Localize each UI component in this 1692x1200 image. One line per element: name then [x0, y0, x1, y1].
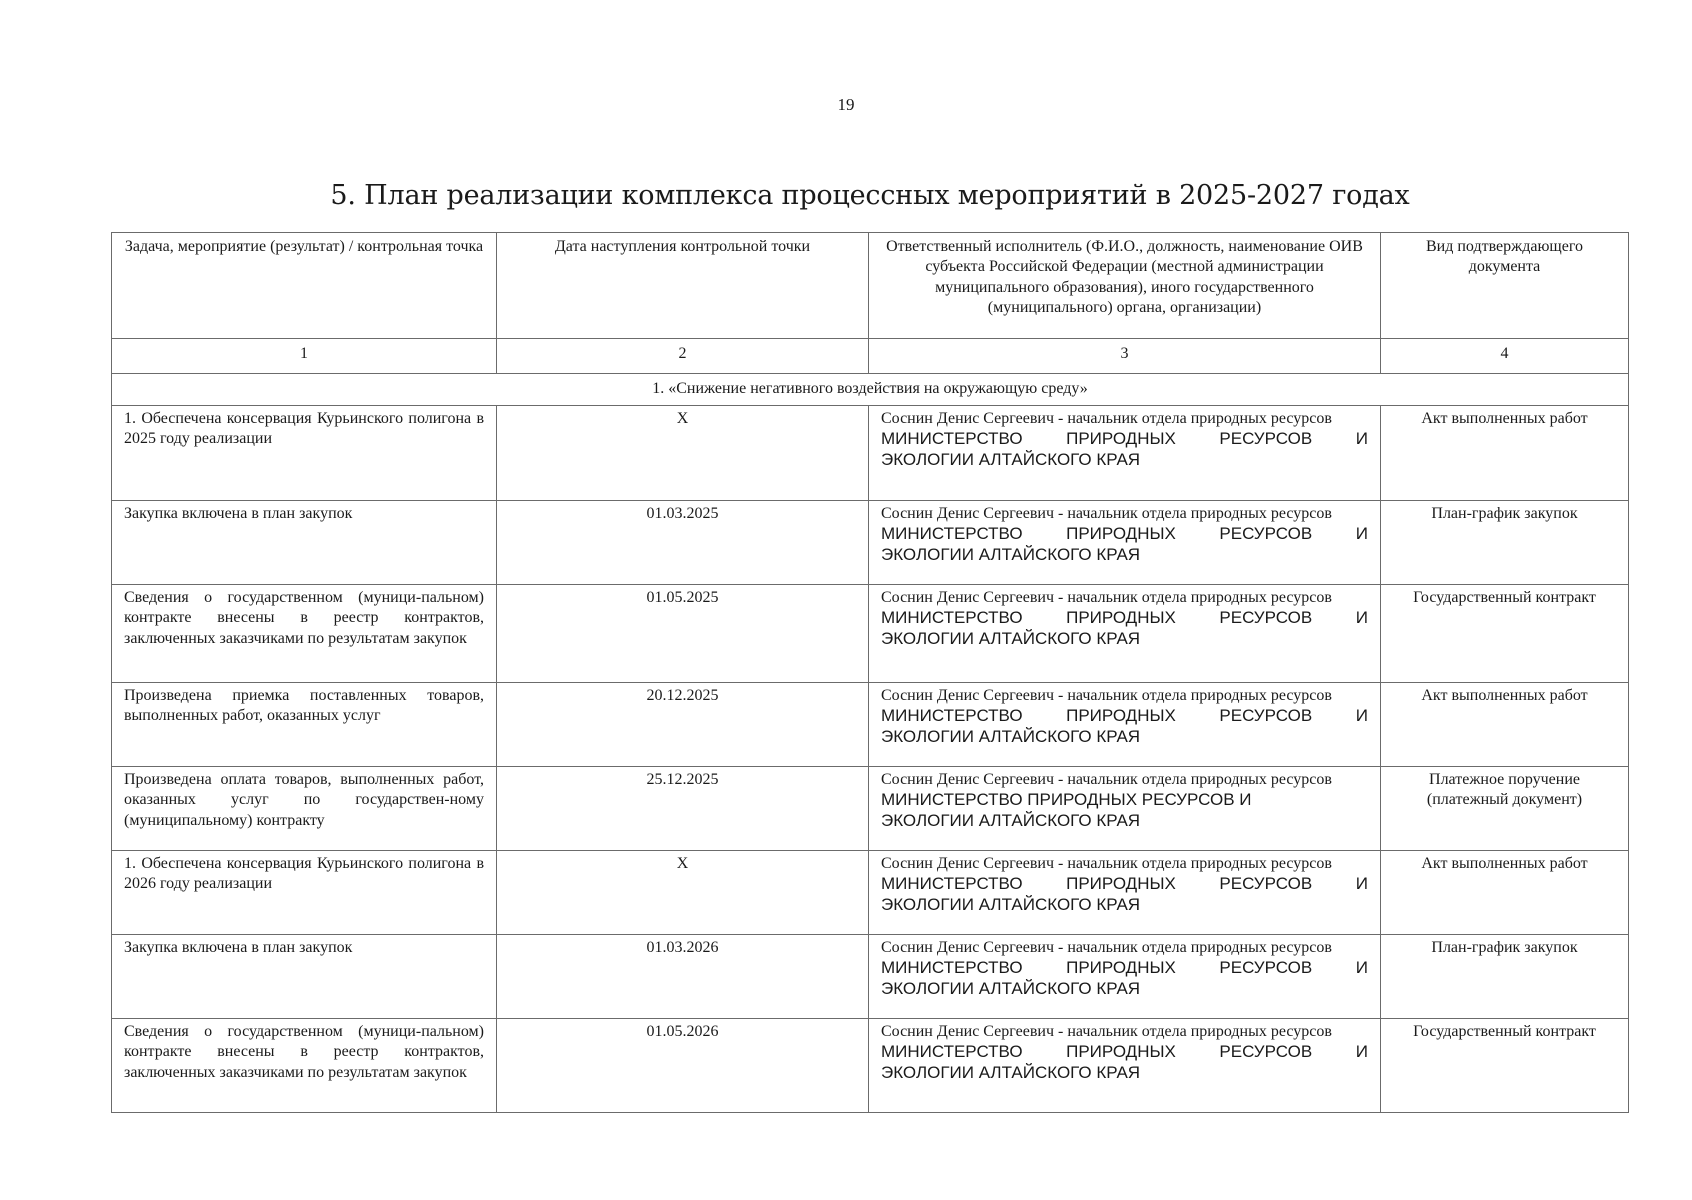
column-number: 4: [1381, 339, 1629, 374]
org-line-1: [881, 608, 1368, 629]
column-number: 2: [497, 339, 869, 374]
org-word: И: [1355, 706, 1368, 726]
executor-org: [881, 1042, 1368, 1083]
document-cell: Акт выполненных работ: [1381, 683, 1629, 767]
table-row: [112, 406, 1629, 501]
task-cell: Закупка включена в план закупок: [112, 935, 497, 1019]
document-cell: План-график закупок: [1381, 935, 1629, 1019]
header-executor: Ответственный исполнитель (Ф.И.О., должность, наименование ОИВ субъекта Российской Федерации (местной администрации муниципального образования), иного государственного (муниципального) органа, организации): [869, 233, 1381, 339]
table-row: [112, 585, 1629, 683]
header-document: Вид подтверждающего документа: [1381, 233, 1629, 339]
executor-person: Соснин Денис Сергеевич - начальник отдела природных ресурсов: [881, 589, 1332, 606]
org-word: МИНИСТЕРСТВО: [881, 958, 1023, 978]
date-cell: 01.05.2026: [497, 1019, 869, 1113]
executor-person: Соснин Денис Сергеевич - начальник отдела природных ресурсов: [881, 505, 1332, 522]
org-line-2: ЭКОЛОГИИ АЛТАЙСКОГО КРАЯ: [881, 979, 1141, 999]
org-line-1: [881, 429, 1368, 450]
executor-person: Соснин Денис Сергеевич - начальник отдела природных ресурсов: [881, 855, 1332, 872]
date-cell: Х: [497, 406, 869, 501]
column-number-row: [112, 339, 1629, 374]
section-row: [112, 374, 1629, 406]
org-word: МИНИСТЕРСТВО: [881, 874, 1023, 894]
org-word: РЕСУРСОВ: [1219, 874, 1313, 894]
header-date: Дата наступления контрольной точки: [497, 233, 869, 339]
org-line-1: [881, 1042, 1368, 1063]
table-header-row: [112, 233, 1629, 339]
table-row: [112, 683, 1629, 767]
executor-org: [881, 958, 1368, 999]
org-word: И: [1355, 1042, 1368, 1062]
executor-cell: [869, 767, 1381, 851]
task-cell: 1. Обеспечена консервация Курьинского полигона в 2026 году реализации: [112, 851, 497, 935]
section-title: 1. «Снижение негативного воздействия на окружающую среду»: [112, 374, 1629, 406]
column-number: 3: [869, 339, 1381, 374]
org-word: И: [1355, 608, 1368, 628]
org-word: ПРИРОДНЫХ: [1066, 706, 1176, 726]
org-word: ПРИРОДНЫХ: [1066, 429, 1176, 449]
page-title: 5. План реализации комплекса процессных мероприятий в 2025-2027 годах: [330, 180, 1410, 211]
executor-person: Соснин Денис Сергеевич - начальник отдела природных ресурсов: [881, 939, 1332, 956]
executor-org: [881, 429, 1368, 470]
executor-cell: [869, 851, 1381, 935]
document-cell: Государственный контракт: [1381, 585, 1629, 683]
org-line-2: ЭКОЛОГИИ АЛТАЙСКОГО КРАЯ: [881, 1063, 1141, 1083]
executor-cell: [869, 935, 1381, 1019]
executor-cell: [869, 585, 1381, 683]
org-line-2: ЭКОЛОГИИ АЛТАЙСКОГО КРАЯ: [881, 450, 1141, 470]
org-line-2: ЭКОЛОГИИ АЛТАЙСКОГО КРАЯ: [881, 895, 1141, 915]
org-word: ПРИРОДНЫХ: [1066, 524, 1176, 544]
task-cell: Произведена приемка поставленных товаров, выполненных работ, оказанных услуг: [112, 683, 497, 767]
org-word: РЕСУРСОВ: [1219, 524, 1313, 544]
task-cell: Произведена оплата товаров, выполненных работ, оказанных услуг по государствен-ному (муниципальному) контракту: [112, 767, 497, 851]
org-word: МИНИСТЕРСТВО: [881, 1042, 1023, 1062]
executor-person: Соснин Денис Сергеевич - начальник отдела природных ресурсов: [881, 771, 1332, 788]
executor-cell: [869, 683, 1381, 767]
org-line-2: ЭКОЛОГИИ АЛТАЙСКОГО КРАЯ: [881, 545, 1141, 565]
date-cell: 20.12.2025: [497, 683, 869, 767]
org-word: МИНИСТЕРСТВО: [881, 524, 1023, 544]
org-line-2: ЭКОЛОГИИ АЛТАЙСКОГО КРАЯ: [881, 811, 1141, 831]
task-cell: Сведения о государственном (муници-пальном) контракте внесены в реестр контрактов, заключенных заказчиками по результатам закупок: [112, 1019, 497, 1113]
table-row: [112, 767, 1629, 851]
executor-org: [881, 608, 1368, 649]
executor-org: [881, 874, 1368, 915]
org-word: РЕСУРСОВ: [1219, 1042, 1313, 1062]
task-cell: 1. Обеспечена консервация Курьинского полигона в 2025 году реализации: [112, 406, 497, 501]
column-number: 1: [112, 339, 497, 374]
document-cell: Государственный контракт: [1381, 1019, 1629, 1113]
org-word: И: [1355, 874, 1368, 894]
document-cell: Акт выполненных работ: [1381, 851, 1629, 935]
org-word: МИНИСТЕРСТВО: [881, 429, 1023, 449]
executor-cell: [869, 1019, 1381, 1113]
executor-org: [881, 524, 1368, 565]
org-word: И: [1355, 958, 1368, 978]
org-word: ПРИРОДНЫХ: [1066, 874, 1176, 894]
org-line-1: [881, 706, 1368, 727]
org-word: И: [1355, 524, 1368, 544]
plan-table: [111, 232, 1629, 1113]
org-line-1: МИНИСТЕРСТВО ПРИРОДНЫХ РЕСУРСОВ И: [881, 790, 1252, 810]
org-word: ПРИРОДНЫХ: [1066, 608, 1176, 628]
executor-cell: [869, 501, 1381, 585]
executor-org: [881, 790, 1368, 831]
date-cell: 01.03.2026: [497, 935, 869, 1019]
document-cell: Платежное поручение (платежный документ): [1381, 767, 1629, 851]
executor-person: Соснин Денис Сергеевич - начальник отдела природных ресурсов: [881, 410, 1332, 427]
executor-person: Соснин Денис Сергеевич - начальник отдела природных ресурсов: [881, 1023, 1332, 1040]
org-word: РЕСУРСОВ: [1219, 706, 1313, 726]
org-line-1: [881, 874, 1368, 895]
org-line-2: ЭКОЛОГИИ АЛТАЙСКОГО КРАЯ: [881, 629, 1141, 649]
org-line-1: [881, 958, 1368, 979]
table-row: [112, 1019, 1629, 1113]
org-word: И: [1355, 429, 1368, 449]
org-line-1: [881, 524, 1368, 545]
org-word: РЕСУРСОВ: [1219, 608, 1313, 628]
date-cell: 25.12.2025: [497, 767, 869, 851]
org-word: МИНИСТЕРСТВО: [881, 608, 1023, 628]
org-word: ПРИРОДНЫХ: [1066, 1042, 1176, 1062]
table-row: [112, 935, 1629, 1019]
executor-org: [881, 706, 1368, 747]
date-cell: 01.03.2025: [497, 501, 869, 585]
document-cell: План-график закупок: [1381, 501, 1629, 585]
task-cell: Закупка включена в план закупок: [112, 501, 497, 585]
executor-person: Соснин Денис Сергеевич - начальник отдела природных ресурсов: [881, 687, 1332, 704]
table-row: [112, 851, 1629, 935]
header-task: Задача, мероприятие (результат) / контрольная точка: [112, 233, 497, 339]
org-word: РЕСУРСОВ: [1219, 429, 1313, 449]
date-cell: Х: [497, 851, 869, 935]
org-word: МИНИСТЕРСТВО: [881, 706, 1023, 726]
table-row: [112, 501, 1629, 585]
org-word: РЕСУРСОВ: [1219, 958, 1313, 978]
org-word: ПРИРОДНЫХ: [1066, 958, 1176, 978]
executor-cell: [869, 406, 1381, 501]
document-cell: Акт выполненных работ: [1381, 406, 1629, 501]
org-line-2: ЭКОЛОГИИ АЛТАЙСКОГО КРАЯ: [881, 727, 1141, 747]
date-cell: 01.05.2025: [497, 585, 869, 683]
task-cell: Сведения о государственном (муници-пальном) контракте внесены в реестр контрактов, заключенных заказчиками по результатам закупок: [112, 585, 497, 683]
page-number: 19: [837, 95, 855, 114]
